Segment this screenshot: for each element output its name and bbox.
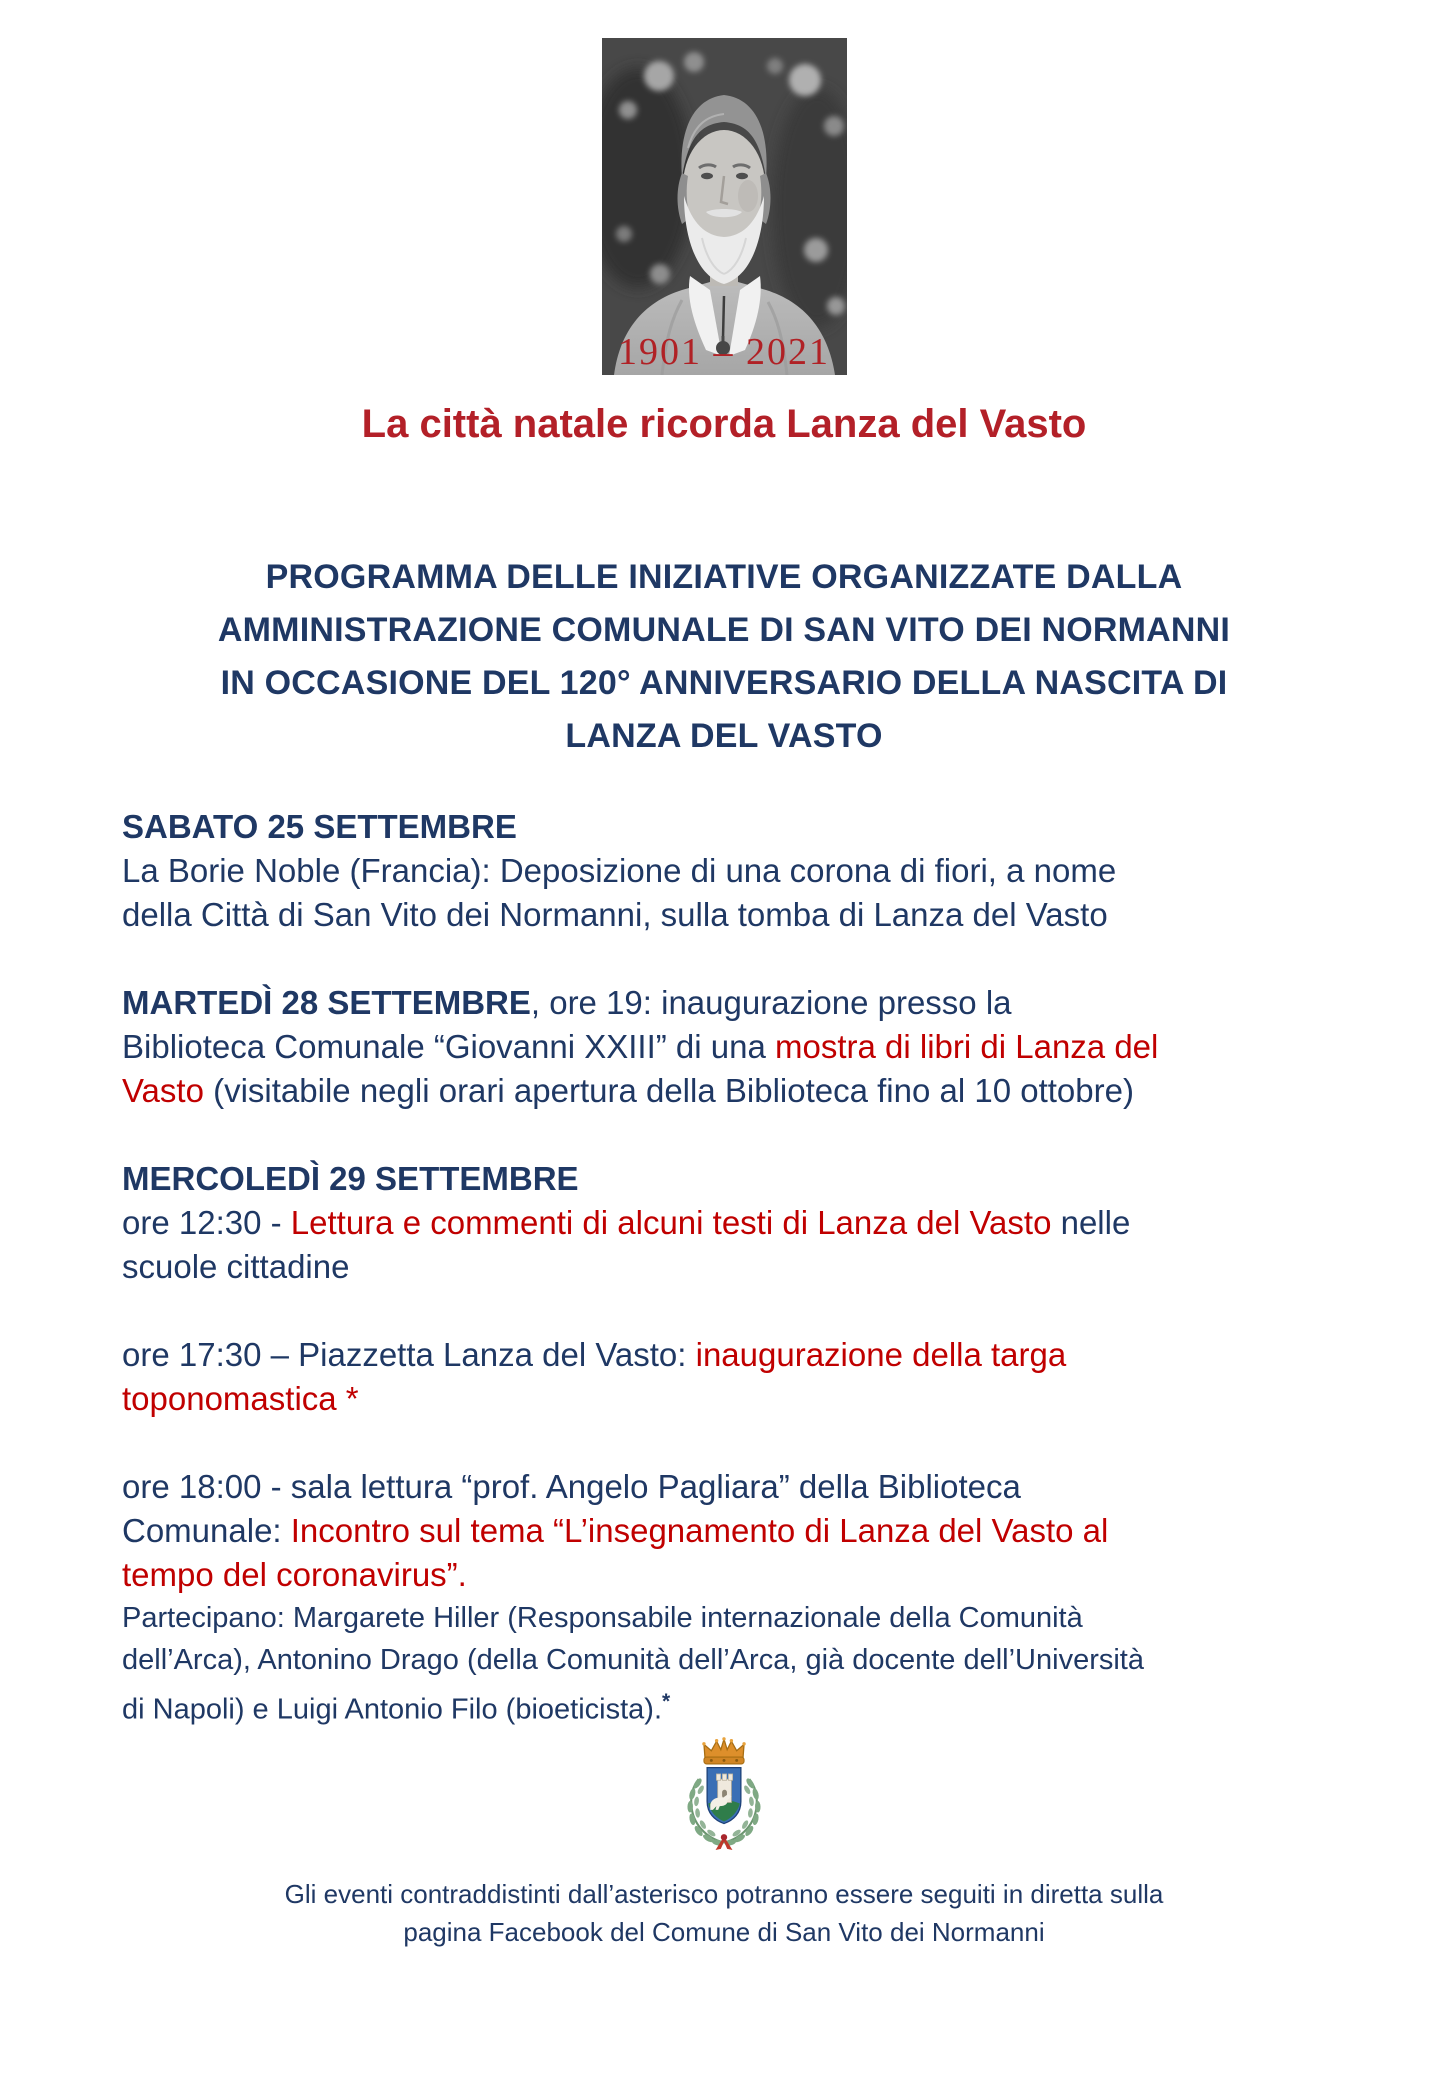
body-text: SABATO 25 SETTEMBRE xyxy=(122,808,517,845)
body-text: di Napoli) e Luigi Antonio Filo (bioeticista). xyxy=(122,1693,662,1726)
body-text: nelle xyxy=(1051,1204,1131,1241)
highlight-text: inaugurazione della targa xyxy=(695,1336,1067,1373)
years-overlay: 1901 – 2021 xyxy=(618,331,830,373)
body-text: (visitabile negli orari apertura della Biblioteca fino al 10 ottobre) xyxy=(213,1072,1134,1109)
text-line xyxy=(122,1553,1448,1597)
shield xyxy=(707,1767,741,1823)
portrait-photo xyxy=(602,38,847,375)
portrait-photo-image xyxy=(602,38,847,375)
text-line xyxy=(122,1201,1448,1245)
body-text: ore 17:30 – Piazzetta Lanza del Vasto: xyxy=(122,1336,696,1373)
text-line: PROGRAMMA DELLE INIZIATIVE ORGANIZZATE DALLA xyxy=(265,558,1183,596)
body-text: MARTEDÌ 28 SETTEMBRE xyxy=(122,984,531,1021)
text-line xyxy=(122,1157,1448,1201)
events-list xyxy=(0,805,1448,1731)
text-line xyxy=(122,1639,1448,1681)
body-text: La Borie Noble (Francia): Deposizione di una corona di fiori, a nome xyxy=(122,852,1117,889)
text-line: pagina Facebook del Comune di San Vito dei Normanni xyxy=(403,1916,1045,1947)
highlight-text: tempo del coronavirus”. xyxy=(122,1556,467,1593)
text-line xyxy=(122,981,1448,1025)
body-text: Comunale: xyxy=(122,1512,291,1549)
flyer-page xyxy=(0,38,1448,1951)
event-sabato-25-settembre xyxy=(122,805,1448,937)
text-line xyxy=(122,1465,1448,1509)
highlight-text: mostra di libri di Lanza del xyxy=(775,1028,1159,1065)
text-line xyxy=(122,1069,1448,1113)
body-text: scuole cittadine xyxy=(122,1248,350,1285)
highlight-text: Vasto xyxy=(122,1072,214,1109)
event-martedi-28-settembre xyxy=(122,981,1448,1113)
highlight-text: Incontro sul tema “L’insegnamento di Lanza del Vasto al xyxy=(290,1512,1109,1549)
event-mercoledi-29-settembre xyxy=(122,1157,1448,1289)
body-text: dell’Arca), Antonino Drago (della Comunità dell’Arca, già docente dell’Università xyxy=(122,1644,1144,1676)
text-line: Gli eventi contraddistinti dall’asterisco potranno essere seguiti in diretta sulla xyxy=(284,1878,1164,1909)
text-line xyxy=(122,1509,1448,1553)
text-line xyxy=(122,805,1448,849)
footer-note xyxy=(0,1875,1448,1951)
text-line xyxy=(122,893,1448,937)
text-line xyxy=(122,1681,1448,1731)
text-line: IN OCCASIONE DEL 120° ANNIVERSARIO DELLA NASCITA DI xyxy=(220,664,1228,702)
text-line xyxy=(122,849,1448,893)
highlight-text: Lettura e commenti di alcuni testi di Lanza del Vasto xyxy=(290,1204,1052,1241)
coat-of-arms-icon xyxy=(671,1737,777,1851)
body-text: , ore 19: inaugurazione presso la xyxy=(530,984,1012,1021)
body-text: MERCOLEDÌ 29 SETTEMBRE xyxy=(122,1160,579,1197)
event-ore-1730-piazzetta-lanza-del-vasto xyxy=(122,1333,1448,1421)
highlight-text: toponomastica * xyxy=(122,1380,359,1417)
body-text: ore 12:30 - xyxy=(122,1204,291,1241)
text-line: AMMINISTRAZIONE COMUNALE DI SAN VITO DEI NORMANNI xyxy=(217,611,1231,649)
text-line xyxy=(122,1597,1448,1639)
text-line xyxy=(122,1377,1448,1421)
text-line xyxy=(122,1333,1448,1377)
text-line xyxy=(122,1025,1448,1069)
civic-crown-icon xyxy=(702,1737,745,1764)
program-heading xyxy=(0,551,1448,763)
text-line xyxy=(122,1245,1448,1289)
body-text: Partecipano: Margarete Hiller (Responsabile internazionale della Comunità xyxy=(122,1602,1083,1634)
text-line: LANZA DEL VASTO xyxy=(565,717,883,755)
body-text: Biblioteca Comunale “Giovanni XXIII” di una xyxy=(122,1028,776,1065)
body-text: * xyxy=(662,1690,671,1713)
page-title: La città natale ricorda Lanza del Vasto xyxy=(361,402,1087,446)
body-text: ore 18:00 - sala lettura “prof. Angelo Pagliara” della Biblioteca xyxy=(122,1468,1021,1505)
event-ore-1800-sala-lettura xyxy=(122,1465,1448,1731)
body-text: della Città di San Vito dei Normanni, sulla tomba di Lanza del Vasto xyxy=(122,896,1108,933)
